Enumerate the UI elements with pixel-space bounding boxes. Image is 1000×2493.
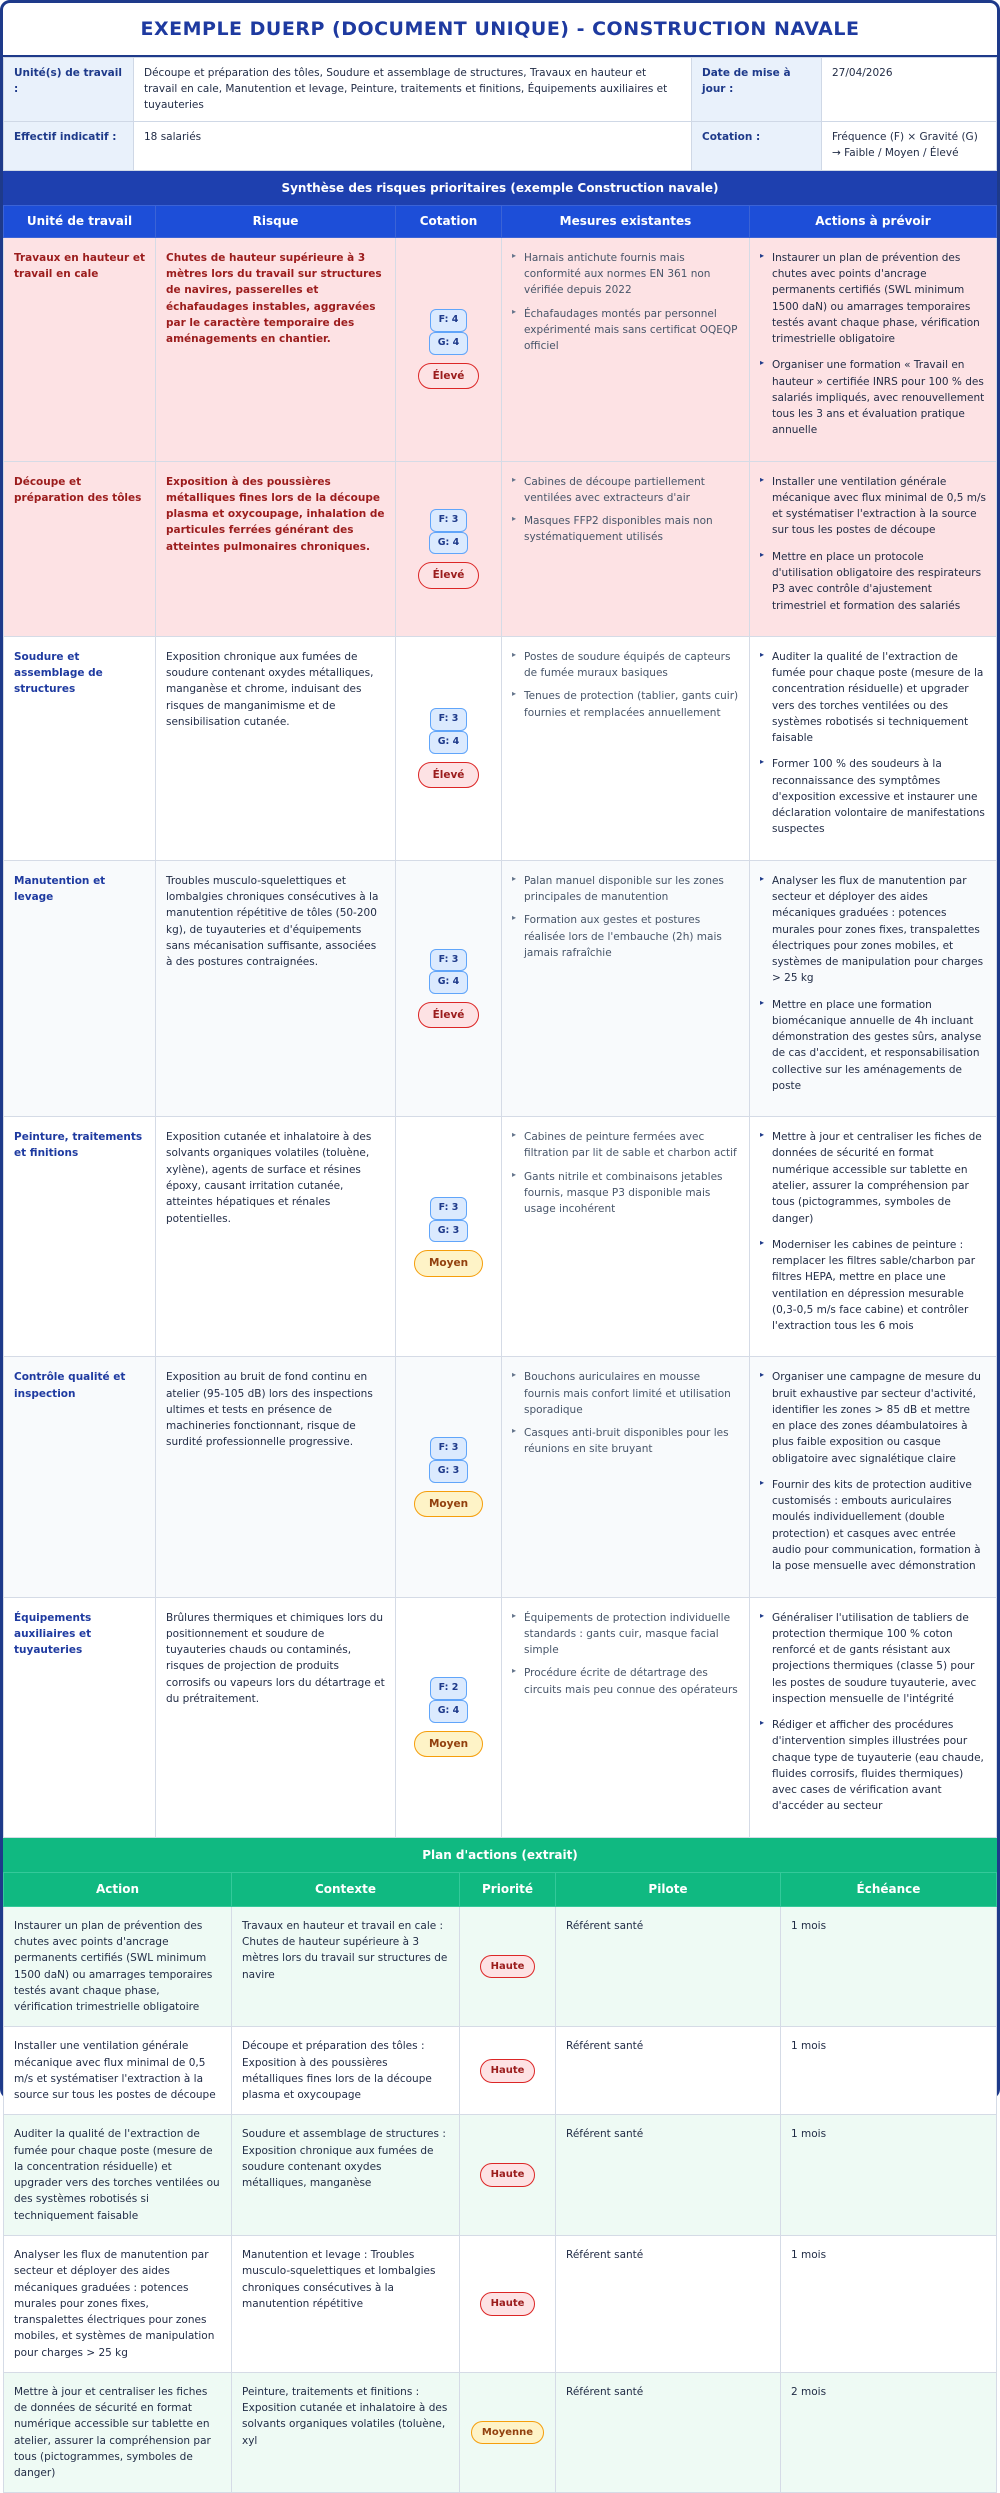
plan-context: Peinture, traitements et finitions : Exposition cutanée et inhalatoire à des solvants organiques volatiles (toluène, xyl bbox=[232, 2372, 460, 2493]
risk-measures bbox=[502, 860, 750, 1116]
plan-action: Installer une ventilation générale mécanique avec flux minimal de 0,5 m/s et systématiser l'extraction à la source sur tous les postes de découpe bbox=[4, 2027, 232, 2115]
plan-row bbox=[4, 2027, 997, 2115]
plan-header-priority: Priorité bbox=[460, 1872, 556, 1906]
plan-row bbox=[4, 1906, 997, 2027]
level-badge: Moyen bbox=[414, 1250, 483, 1276]
level-badge: Élevé bbox=[418, 762, 480, 788]
risk-actions bbox=[750, 1357, 997, 1597]
risk-description: Chutes de hauteur supérieure à 3 mètres lors du travail sur structures de navires, passerelles et échafaudages instables, aggravées par le caractère temporaire des aménagements en chantier. bbox=[156, 237, 396, 461]
measure-item: ▸ Gants nitrile et combinaisons jetables fournis, masque P3 disponible mais usage incohérent bbox=[512, 1169, 739, 1218]
risk-unit: Peinture, traitements et finitions bbox=[4, 1117, 156, 1357]
action-item: ▸ Mettre en place une formation biomécanique annuelle de 4h incluant démonstration des gestes sûrs, analyse de cas d'accident, et responsabilisation collective sur les aménagements de poste bbox=[760, 997, 986, 1095]
level-badge: Moyen bbox=[414, 1491, 483, 1517]
action-item: ▸ Organiser une formation « Travail en hauteur » certifiée INRS pour 100 % des salariés impliqués, avec renouvellement tous les 3 ans et évaluation pratique annuelle bbox=[760, 357, 986, 438]
frequency-badge: F: 4 bbox=[430, 309, 468, 332]
action-item: ▸ Moderniser les cabines de peinture : remplacer les filtres sable/charbon par filtres HEPA, mettre en place une ventilation en dépression mesurable (0,3-0,5 m/s face cabine) et contrôler l'extraction tous les 6 mois bbox=[760, 1237, 986, 1335]
risk-section-title: Synthèse des risques prioritaires (exemple Construction navale) bbox=[3, 171, 997, 205]
risk-header-measures: Mesures existantes bbox=[502, 205, 750, 237]
risk-rating bbox=[396, 1597, 502, 1837]
risk-rating bbox=[396, 1357, 502, 1597]
units-label: Unité(s) de travail : bbox=[4, 58, 134, 122]
plan-priority bbox=[460, 1906, 556, 2027]
plan-due: 1 mois bbox=[781, 2235, 997, 2372]
plan-row bbox=[4, 2372, 997, 2493]
gravity-badge: G: 3 bbox=[429, 1460, 469, 1483]
plan-action: Auditer la qualité de l'extraction de fumée pour chaque poste (mesure de la concentration résiduelle) et upgrader vers des torches ventilées ou des systèmes robotisés si techniquement faisable bbox=[4, 2115, 232, 2236]
measure-item: ▸ Cabines de découpe partiellement ventilées avec extracteurs d'air bbox=[512, 474, 739, 507]
risk-row bbox=[4, 237, 997, 461]
measure-item: ▸ Harnais antichute fournis mais conformité aux normes EN 361 non vérifiée depuis 2022 bbox=[512, 250, 739, 299]
plan-row bbox=[4, 2235, 997, 2372]
measure-item: ▸ Échafaudages montés par personnel expérimenté mais sans certificat OQEQP officiel bbox=[512, 306, 739, 355]
frequency-badge: F: 3 bbox=[430, 1197, 468, 1220]
action-item: ▸ Auditer la qualité de l'extraction de fumée pour chaque poste (mesure de la concentration résiduelle) et upgrader vers des torches ventilées ou des systèmes robotisés si techniquement faisable bbox=[760, 649, 986, 747]
risk-description: Exposition cutanée et inhalatoire à des solvants organiques volatiles (toluène, xylène), agents de surface et résines époxy, causant irritation cutanée, atteintes hépatiques et rénales potentielles. bbox=[156, 1117, 396, 1357]
level-badge: Moyen bbox=[414, 1731, 483, 1757]
priority-badge: Haute bbox=[480, 2059, 536, 2083]
frequency-badge: F: 3 bbox=[430, 509, 468, 532]
measure-item: ▸ Tenues de protection (tablier, gants cuir) fournies et remplacées annuellement bbox=[512, 688, 739, 721]
plan-action: Instaurer un plan de prévention des chutes avec points d'ancrage permanents certifiés (SWL minimum 1500 daN) ou amarrages temporaires testés avant chaque phase, vérification trimestrielle obligatoire bbox=[4, 1906, 232, 2027]
measure-item: ▸ Postes de soudure équipés de capteurs de fumée muraux basiques bbox=[512, 649, 739, 682]
action-item: ▸ Mettre à jour et centraliser les fiches de données de sécurité en format numérique accessible sur tablette en atelier, assurer la compréhension par tous (pictogrammes, symboles de danger) bbox=[760, 1129, 986, 1227]
risk-measures bbox=[502, 1357, 750, 1597]
priority-badge: Haute bbox=[480, 2292, 536, 2316]
risk-unit: Travaux en hauteur et travail en cale bbox=[4, 237, 156, 461]
risk-header-rating: Cotation bbox=[396, 205, 502, 237]
gravity-badge: G: 4 bbox=[429, 1700, 469, 1723]
risk-description: Exposition au bruit de fond continu en atelier (95-105 dB) lors des inspections ultimes et tests en présence de machineries fonctionnant, risque de surdité professionnelle progressive. bbox=[156, 1357, 396, 1597]
plan-header-pilot: Pilote bbox=[556, 1872, 781, 1906]
plan-header-action: Action bbox=[4, 1872, 232, 1906]
plan-priority bbox=[460, 2027, 556, 2115]
staff-value: 18 salariés bbox=[134, 122, 692, 171]
plan-context: Soudure et assemblage de structures : Exposition chronique aux fumées de soudure contenant oxydes métalliques, manganèse bbox=[232, 2115, 460, 2236]
plan-header-due: Échéance bbox=[781, 1872, 997, 1906]
date-label: Date de mise à jour : bbox=[692, 58, 822, 122]
risk-rating bbox=[396, 1117, 502, 1357]
risk-description: Exposition chronique aux fumées de soudure contenant oxydes métalliques, manganèse et chrome, induisant des risques de manganimisme et de sensibilisation cutanée. bbox=[156, 636, 396, 860]
risk-row bbox=[4, 1597, 997, 1837]
level-badge: Élevé bbox=[418, 363, 480, 389]
risk-measures bbox=[502, 1597, 750, 1837]
plan-action: Mettre à jour et centraliser les fiches de données de sécurité en format numérique accessible sur tablette en atelier, assurer la compréhension par tous (pictogrammes, symboles de danger) bbox=[4, 2372, 232, 2493]
plan-pilot: Référent santé bbox=[556, 2027, 781, 2115]
risk-description: Troubles musculo-squelettiques et lombalgies chroniques consécutives à la manutention répétitive de tôles (50-200 kg), de tuyauteries et d'équipements sans mécanisation suffisante, associées à des postures contraignées. bbox=[156, 860, 396, 1116]
plan-due: 1 mois bbox=[781, 2115, 997, 2236]
action-item: ▸ Mettre en place un protocole d'utilisation obligatoire des respirateurs P3 avec contrôle d'ajustement trimestriel et formation des salariés bbox=[760, 549, 986, 614]
risk-description: Exposition à des poussières métalliques fines lors de la découpe plasma et oxycoupage, inhalation de particules ferrées générant des atteintes pulmonaires chroniques. bbox=[156, 461, 396, 636]
plan-context: Manutention et levage : Troubles musculo-squelettiques et lombalgies chroniques consécutives à la manutention répétitive bbox=[232, 2235, 460, 2372]
action-item: ▸ Analyser les flux de manutention par secteur et déployer des aides mécaniques graduées : potences murales pour zones fixes, transpalettes électriques pour zones mobiles, et systèmes de manipulation pour charges > 25 kg bbox=[760, 873, 986, 987]
priority-badge: Haute bbox=[480, 1955, 536, 1979]
risk-actions bbox=[750, 860, 997, 1116]
document-title: EXEMPLE DUERP (DOCUMENT UNIQUE) - CONSTRUCTION NAVALE bbox=[3, 3, 997, 57]
plan-pilot: Référent santé bbox=[556, 2115, 781, 2236]
action-item: ▸ Fournir des kits de protection auditive customisés : embouts auriculaires moulés individuellement (double protection) et casques avec entrée audio pour communication, formation à la pose mensuelle avec démonstration bbox=[760, 1477, 986, 1575]
gravity-badge: G: 4 bbox=[429, 332, 469, 355]
risk-measures bbox=[502, 1117, 750, 1357]
plan-action: Analyser les flux de manutention par secteur et déployer des aides mécaniques graduées : potences murales pour zones fixes, transpalettes électriques pour zones mobiles, et systèmes de manipulation pour charges > 25 kg bbox=[4, 2235, 232, 2372]
gravity-badge: G: 4 bbox=[429, 532, 469, 555]
measure-item: ▸ Formation aux gestes et postures réalisée lors de l'embauche (2h) mais jamais rafraîchie bbox=[512, 912, 739, 961]
risk-table bbox=[3, 205, 997, 1838]
risk-row bbox=[4, 636, 997, 860]
risk-unit: Manutention et levage bbox=[4, 860, 156, 1116]
risk-actions bbox=[750, 461, 997, 636]
plan-pilot: Référent santé bbox=[556, 1906, 781, 2027]
measure-item: ▸ Équipements de protection individuelle standards : gants cuir, masque facial simple bbox=[512, 1610, 739, 1659]
plan-section-title: Plan d'actions (extrait) bbox=[3, 1838, 997, 1872]
action-item: ▸ Former 100 % des soudeurs à la reconnaissance des symptômes d'exposition excessive et instaurer une déclaration volontaire de manifestations suspectes bbox=[760, 756, 986, 837]
risk-header-unit: Unité de travail bbox=[4, 205, 156, 237]
risk-unit: Équipements auxiliaires et tuyauteries bbox=[4, 1597, 156, 1837]
risk-actions bbox=[750, 237, 997, 461]
risk-actions bbox=[750, 1117, 997, 1357]
risk-header-risk: Risque bbox=[156, 205, 396, 237]
measure-item: ▸ Procédure écrite de détartrage des circuits mais peu connue des opérateurs bbox=[512, 1665, 739, 1698]
plan-priority bbox=[460, 2115, 556, 2236]
action-item: ▸ Généraliser l'utilisation de tabliers de protection thermique 100 % coton renforcé et de gants résistant aux projections thermiques (classe 5) pour les postes de soudure tuyauterie, avec inspection mensuelle de l'intégrité bbox=[760, 1610, 986, 1708]
gravity-badge: G: 4 bbox=[429, 971, 469, 994]
risk-measures bbox=[502, 636, 750, 860]
level-badge: Élevé bbox=[418, 562, 480, 588]
risk-unit: Soudure et assemblage de structures bbox=[4, 636, 156, 860]
plan-header-context: Contexte bbox=[232, 1872, 460, 1906]
plan-due: 1 mois bbox=[781, 1906, 997, 2027]
risk-unit: Contrôle qualité et inspection bbox=[4, 1357, 156, 1597]
risk-rating bbox=[396, 461, 502, 636]
staff-label: Effectif indicatif : bbox=[4, 122, 134, 171]
measure-item: ▸ Masques FFP2 disponibles mais non systématiquement utilisés bbox=[512, 513, 739, 546]
action-item: ▸ Organiser une campagne de mesure du bruit exhaustive par secteur d'activité, identifier les zones > 85 dB et mettre en place des zones déambulatoires à plus faible exposition ou casque obligatoire avec signalétique claire bbox=[760, 1369, 986, 1467]
measure-item: ▸ Palan manuel disponible sur les zones principales de manutention bbox=[512, 873, 739, 906]
frequency-badge: F: 2 bbox=[430, 1677, 468, 1700]
plan-due: 1 mois bbox=[781, 2027, 997, 2115]
date-value: 27/04/2026 bbox=[822, 58, 997, 122]
plan-pilot: Référent santé bbox=[556, 2372, 781, 2493]
risk-rating bbox=[396, 860, 502, 1116]
plan-context: Découpe et préparation des tôles : Exposition à des poussières métalliques fines lors de la découpe plasma et oxycoupage bbox=[232, 2027, 460, 2115]
frequency-badge: F: 3 bbox=[430, 949, 468, 972]
action-item: ▸ Rédiger et afficher des procédures d'intervention simples illustrées pour chaque type de tuyauterie (eau chaude, fluides corrosifs, fluides thermiques) avec cases de vérification avant d'accéder au secteur bbox=[760, 1717, 986, 1815]
action-item: ▸ Installer une ventilation générale mécanique avec flux minimal de 0,5 m/s et systématiser l'extraction à la source sur tous les postes de découpe bbox=[760, 474, 986, 539]
plan-priority bbox=[460, 2372, 556, 2493]
risk-measures bbox=[502, 461, 750, 636]
risk-actions bbox=[750, 1597, 997, 1837]
units-value: Découpe et préparation des tôles, Soudure et assemblage de structures, Travaux en hauteur et travail en cale, Manutention et levage, Peinture, traitements et finitions, Équipements auxiliaires et tuyauteries bbox=[134, 58, 692, 122]
gravity-badge: G: 3 bbox=[429, 1220, 469, 1243]
risk-measures bbox=[502, 237, 750, 461]
action-item: ▸ Instaurer un plan de prévention des chutes avec points d'ancrage permanents certifiés (SWL minimum 1500 daN) ou amarrages temporaires testés avant chaque phase, vérification trimestrielle obligatoire bbox=[760, 250, 986, 348]
level-badge: Élevé bbox=[418, 1002, 480, 1028]
risk-row bbox=[4, 1117, 997, 1357]
risk-rating bbox=[396, 636, 502, 860]
meta-table bbox=[3, 57, 997, 171]
risk-header-actions: Actions à prévoir bbox=[750, 205, 997, 237]
rating-label: Cotation : bbox=[692, 122, 822, 171]
measure-item: ▸ Cabines de peinture fermées avec filtration par lit de sable et charbon actif bbox=[512, 1129, 739, 1162]
risk-row bbox=[4, 461, 997, 636]
risk-actions bbox=[750, 636, 997, 860]
risk-row bbox=[4, 1357, 997, 1597]
frequency-badge: F: 3 bbox=[430, 1437, 468, 1460]
gravity-badge: G: 4 bbox=[429, 731, 469, 754]
risk-row bbox=[4, 860, 997, 1116]
rating-value: Fréquence (F) × Gravité (G) → Faible / Moyen / Élevé bbox=[822, 122, 997, 171]
plan-context: Travaux en hauteur et travail en cale : Chutes de hauteur supérieure à 3 mètres lors du travail sur structures de navire bbox=[232, 1906, 460, 2027]
plan-row bbox=[4, 2115, 997, 2236]
measure-item: ▸ Casques anti-bruit disponibles pour les réunions en site bruyant bbox=[512, 1425, 739, 1458]
plan-priority bbox=[460, 2235, 556, 2372]
measure-item: ▸ Bouchons auriculaires en mousse fournis mais confort limité et utilisation sporadique bbox=[512, 1369, 739, 1418]
priority-badge: Haute bbox=[480, 2163, 536, 2187]
risk-rating bbox=[396, 237, 502, 461]
priority-badge: Moyenne bbox=[471, 2421, 544, 2445]
action-plan-table bbox=[3, 1872, 997, 2493]
risk-description: Brûlures thermiques et chimiques lors du positionnement et soudure de tuyauteries chauds ou contaminés, risques de projection de produits corrosifs ou vapeurs lors du détartrage et du prétraitement. bbox=[156, 1597, 396, 1837]
risk-unit: Découpe et préparation des tôles bbox=[4, 461, 156, 636]
plan-pilot: Référent santé bbox=[556, 2235, 781, 2372]
frequency-badge: F: 3 bbox=[430, 708, 468, 731]
plan-due: 2 mois bbox=[781, 2372, 997, 2493]
